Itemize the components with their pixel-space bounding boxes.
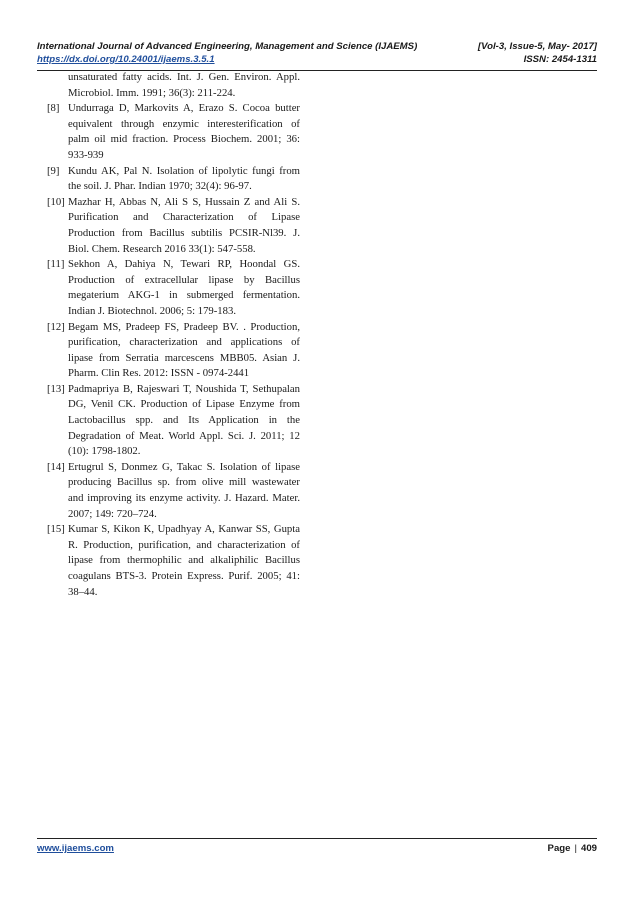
reference-text: Sekhon A, Dahiya N, Tewari RP, Hoondal GS. Production of extracellular lipase by Bacillus megaterium AKG-1 in submerged fermentation. Indian J. Biotechnol. 2006; 5: 179-183.	[68, 258, 300, 317]
page-number: 409	[580, 843, 597, 854]
header-row-bottom	[37, 53, 597, 66]
reference-item	[47, 101, 300, 163]
reference-text: Mazhar H, Abbas N, Ali S S, Hussain Z and Ali S. Purification and Characterization of Lipase Production from Bacillus subtilis PCSIR-Nl39. J. Biol. Chem. Research 2016 33(1): 547-558.	[68, 195, 300, 255]
reference-item	[47, 522, 300, 600]
reference-number: [14]	[47, 460, 65, 473]
reference-item	[47, 382, 300, 460]
reference-list	[47, 70, 300, 600]
page-footer	[37, 838, 597, 857]
reference-number: [8]	[47, 102, 60, 115]
header-row-top	[37, 40, 597, 53]
reference-item	[47, 320, 300, 382]
reference-number: [10]	[47, 195, 65, 208]
reference-continuation	[47, 70, 300, 101]
reference-item	[47, 257, 300, 319]
reference-number: [15]	[47, 523, 65, 536]
volume-info: [Vol-3, Issue-5, May- 2017]	[477, 41, 597, 52]
page-label: Page	[547, 843, 571, 854]
reference-text: Kumar S, Kikon K, Upadhyay A, Kanwar SS, Gupta R. Production, purification, and characterization of lipase from thermophilic and alkaliphilic Bacillus coagulans BTS-3. Protein Express. Purif. 2005; 41: 38–44.	[68, 523, 300, 598]
issn: ISSN: 2454-1311	[523, 54, 597, 65]
page-header	[37, 40, 597, 66]
reference-item	[47, 195, 300, 257]
journal-url-link[interactable]: www.ijaems.com	[37, 843, 114, 854]
doi-link[interactable]: https://dx.doi.org/10.24001/ijaems.3.5.1	[37, 54, 215, 65]
journal-title: International Journal of Advanced Engineering, Management and Science (IJAEMS)	[37, 41, 418, 52]
reference-text: Begam MS, Pradeep FS, Pradeep BV. . Production, purification, characterization and applications of lipase from Serratia marcescens MBB05. Asian J. Pharm. Clin Res. 2012: ISSN - 0974-2441	[68, 320, 300, 380]
reference-text: Padmapriya B, Rajeswari T, Noushida T, Sethupalan DG, Venil CK. Production of Lipase Enzyme from Lactobacillus spp. and Its Application in the Degradation of Meat. World Appl. Sci. J. 2011; 12 (10): 1798-1802.	[68, 382, 300, 458]
page-separator: |	[574, 843, 577, 854]
reference-number: [13]	[47, 382, 65, 395]
reference-item	[47, 164, 300, 195]
reference-text: unsaturated fatty acids. Int. J. Gen. Environ. Appl. Microbiol. Imm. 1991; 36(3): 211-224.	[68, 71, 300, 99]
reference-text: Undurraga D, Markovits A, Erazo S. Cocoa butter equivalent through enzymic interesterification of palm oil mid fraction. Process Biochem. 2001; 36: 933-939	[68, 102, 300, 161]
reference-item	[47, 460, 300, 522]
reference-text: Kundu AK, Pal N. Isolation of lipolytic fungi from the soil. J. Phar. Indian 1970; 32(4): 96-97.	[68, 164, 300, 193]
reference-number: [9]	[47, 164, 60, 177]
page-indicator	[548, 843, 597, 854]
reference-number: [11]	[47, 258, 65, 271]
reference-number: [12]	[47, 320, 65, 333]
reference-text: Ertugrul S, Donmez G, Takac S. Isolation of lipase producing Bacillus sp. from olive mill wastewater and improving its enzyme activity. J. Hazard. Mater. 2007; 149: 720–724.	[68, 460, 300, 520]
